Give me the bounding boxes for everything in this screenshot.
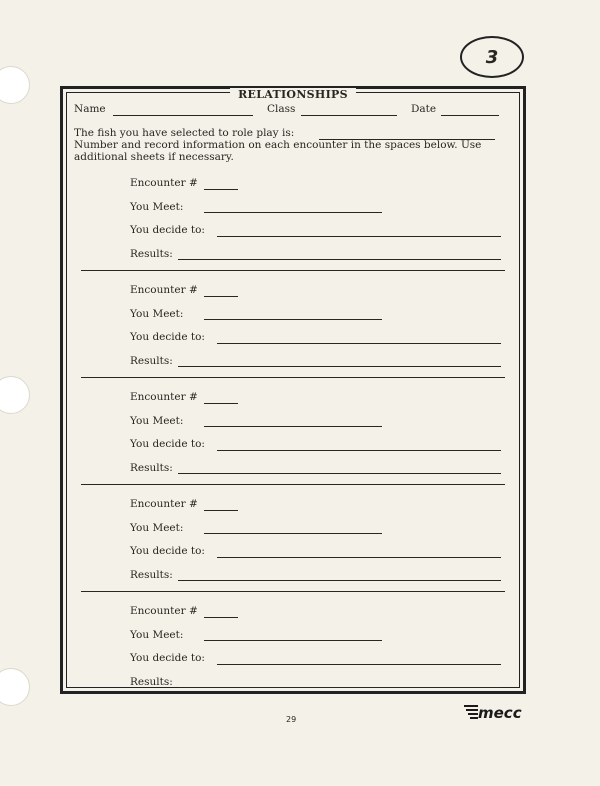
results-label: Results: [130, 462, 173, 474]
encounter-divider [81, 270, 505, 271]
you-meet-label: You Meet: [130, 522, 184, 534]
encounter-number-label: Encounter # [130, 498, 198, 510]
you-meet-label: You Meet: [130, 308, 184, 320]
worksheet-frame [60, 86, 526, 694]
results-label: Results: [130, 355, 173, 367]
results-field[interactable] [178, 259, 501, 260]
name-label: Name [74, 103, 106, 115]
you-decide-field[interactable] [217, 557, 501, 558]
binder-hole-middle [0, 376, 30, 414]
you-decide-label: You decide to: [130, 652, 205, 664]
instructions-line3: additional sheets if necessary. [74, 151, 234, 163]
you-meet-field[interactable] [204, 319, 382, 320]
worksheet-inner-border [66, 88, 520, 688]
encounter-number-field[interactable] [204, 403, 238, 404]
you-decide-field[interactable] [217, 450, 501, 451]
encounter-number-label: Encounter # [130, 605, 198, 617]
you-decide-label: You decide to: [130, 331, 205, 343]
mecc-logo [462, 702, 534, 722]
encounter-number-field[interactable] [204, 617, 238, 618]
class-label: Class [267, 103, 296, 115]
binder-hole-top [0, 66, 30, 104]
you-decide-field[interactable] [217, 664, 501, 665]
footer-page-number: 29 [286, 715, 297, 724]
date-label: Date [411, 103, 437, 115]
encounter-number-label: Encounter # [130, 177, 198, 189]
you-decide-label: You decide to: [130, 224, 205, 236]
instructions-line2: Number and record information on each encounter in the spaces below. Use [74, 139, 482, 151]
you-meet-field[interactable] [204, 640, 382, 641]
results-field[interactable] [178, 366, 501, 367]
you-meet-label: You Meet: [130, 201, 184, 213]
encounter-number-label: Encounter # [130, 391, 198, 403]
encounter-divider [81, 377, 505, 378]
you-decide-field[interactable] [217, 236, 501, 237]
results-field[interactable] [178, 580, 501, 581]
binder-hole-bottom [0, 668, 30, 706]
name-field[interactable] [113, 115, 253, 116]
encounter-number-field[interactable] [204, 189, 238, 190]
you-meet-field[interactable] [204, 426, 382, 427]
results-field[interactable] [178, 473, 501, 474]
instructions-line1: The fish you have selected to role play is: [74, 127, 295, 139]
results-label: Results: [130, 248, 173, 260]
page-badge [460, 36, 524, 78]
you-meet-label: You Meet: [130, 415, 184, 427]
results-label: Results: [130, 676, 173, 688]
you-decide-field[interactable] [217, 343, 501, 344]
class-field[interactable] [301, 115, 397, 116]
page-badge-number: 3 [485, 46, 499, 68]
mecc-logo-text: mecc [478, 704, 522, 722]
you-decide-label: You decide to: [130, 438, 205, 450]
encounter-divider [81, 591, 505, 592]
encounter-number-label: Encounter # [130, 284, 198, 296]
encounter-divider [81, 484, 505, 485]
you-decide-label: You decide to: [130, 545, 205, 557]
results-field[interactable] [178, 687, 501, 688]
worksheet-title-wrap [67, 83, 519, 102]
you-meet-label: You Meet: [130, 629, 184, 641]
you-meet-field[interactable] [204, 533, 382, 534]
results-label: Results: [130, 569, 173, 581]
encounter-number-field[interactable] [204, 296, 238, 297]
worksheet-title: RELATIONSHIPS [230, 88, 356, 101]
date-field[interactable] [441, 115, 499, 116]
you-meet-field[interactable] [204, 212, 382, 213]
encounter-number-field[interactable] [204, 510, 238, 511]
